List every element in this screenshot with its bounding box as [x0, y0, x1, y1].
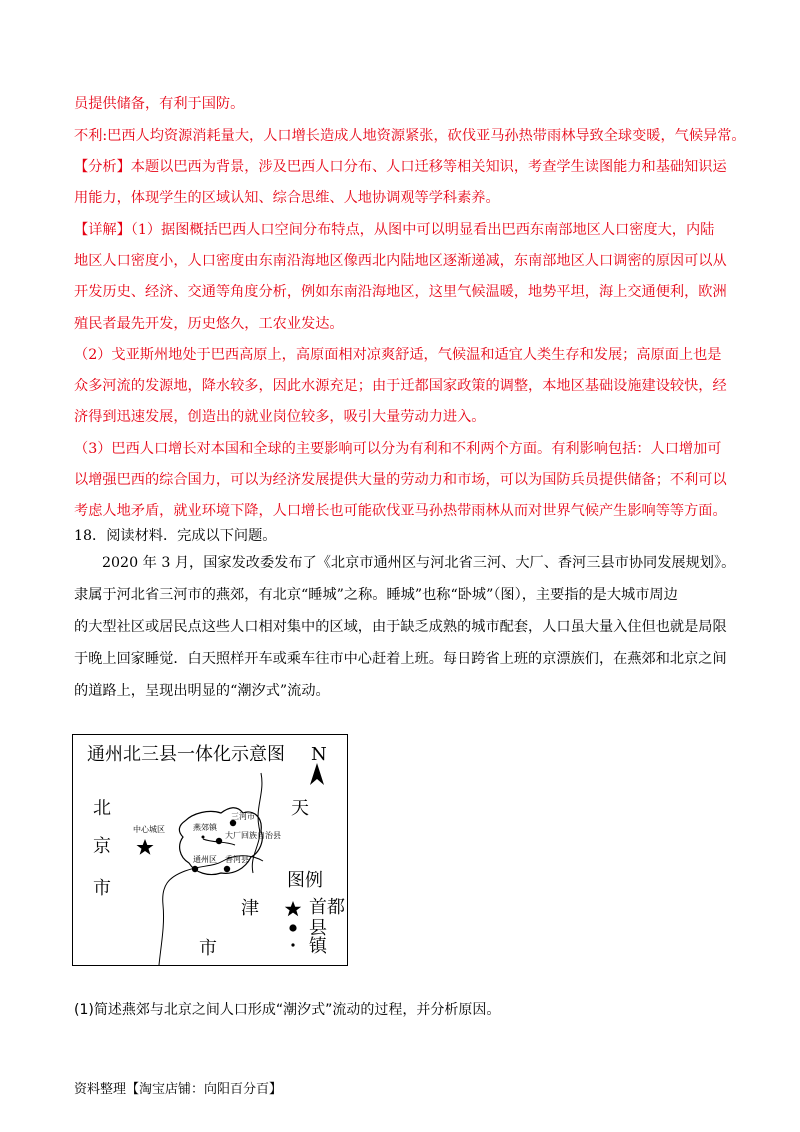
- analysis-line-2: 用能力，体现学生的区域认知、综合思维、人地协调观等学科素养。: [74, 190, 500, 206]
- tongzhou-label: 通州区: [193, 855, 217, 864]
- map-drawing: [73, 735, 347, 965]
- dachang-dot-icon: [216, 838, 222, 844]
- sanhe-label: 三河市: [231, 812, 255, 821]
- detail-2-line-2: 众多河流的发源地，降水较多，因此水源充足；由于迁都国家政策的调整，本地区基础设施建设较快，经: [74, 378, 727, 394]
- detail-line-4: 殖民者最先开发，历史悠久，工农业发达。: [74, 316, 344, 332]
- legend-title: 图例: [287, 870, 323, 891]
- answer-line-2: 不利:巴西人均资源消耗量大，人口增长造成人地资源紧张，砍伐亚马孙热带雨林导致全球变暖，气候异常。: [74, 128, 746, 144]
- north-arrow-icon: [310, 763, 324, 785]
- tianjin-label-1: 天: [291, 798, 309, 819]
- detail-line-3: 开发历史、经济、交通等角度分析，例如东南沿海地区，这里气候温暖，地势平坦，海上交通便利，欧洲: [74, 284, 727, 300]
- detail-line-1: 【详解】（1）据图概括巴西人口空间分布特点，从图中可以明显看出巴西东南部地区人口密度大，内陆: [74, 222, 715, 238]
- detail-3-line-2: 以增强巴西的综合国力，可以为经济发展提供大量的劳动力和市场，可以为国防兵员提供储备；不利可以: [74, 472, 727, 488]
- tianjin-label-2: 津: [241, 898, 259, 919]
- detail-3-line-3: 考虑人地矛盾，就业环境下降，人口增长也可能砍伐亚马孙热带雨林从而对世界气候产生影响等等方面。: [74, 503, 727, 519]
- question-1: (1)简述燕郊与北京之间人口形成“潮汐式”流动的过程，并分析原因。: [74, 1002, 501, 1018]
- map-title: 通州北三县一体化示意图: [87, 744, 285, 765]
- tongzhou-dot-icon: [192, 866, 198, 872]
- material-line-1: 2020 年 3 月，国家发改委发布了《北京市通州区与河北省三河、大厂、香河三县市协同发展规划》。: [102, 555, 736, 571]
- legend-town-label: 镇: [309, 936, 327, 957]
- map-figure: [72, 734, 348, 966]
- tianjin-label-3: 市: [199, 938, 217, 959]
- legend-town-icon: [291, 943, 294, 946]
- north-label: N: [311, 744, 327, 765]
- legend-star-icon: [285, 901, 301, 916]
- xianghe-label: 香河县: [225, 855, 249, 864]
- detail-line-2: 地区人口密度小，人口密度由东南沿海地区像西北内陆地区逐渐递减，东南部地区人口调密的原因可以从: [74, 253, 727, 269]
- material-line-4: 于晚上回家睡觉．白天照样开车或乘车往市中心赶着上班。每日跨省上班的京漂族们，在燕郊和北京之间: [74, 651, 727, 667]
- legend-capital-label: 首都: [309, 897, 345, 918]
- beijing-label-3: 市: [93, 878, 111, 899]
- beijing-label-1: 北: [93, 798, 111, 819]
- detail-3-line-1: （3）巴西人口增长对本国和全球的主要影响可以分为有利和不利两个方面。有利影响包括：人口增加可: [74, 441, 722, 457]
- page-footer: 资料整理【淘宝店铺：向阳百分百】: [74, 1082, 283, 1097]
- detail-2-line-3: 济得到迅速发展，创造出的就业岗位较多，吸引大量劳动力进入。: [74, 409, 486, 425]
- question-18-title: 18．阅读材料．完成以下问题。: [74, 528, 277, 544]
- material-line-3: 的大型社区或居民点这些人口相对集中的区域，由于缺乏成熟的城市配套，人口虽大量入住但也就是局限: [74, 619, 727, 635]
- material-line-5: 的道路上，呈现出明显的“潮汐式”流动。: [74, 683, 330, 699]
- yanjiao-dot-icon: [202, 836, 205, 839]
- legend-county-label: 县: [309, 918, 327, 939]
- dachang-label: 大厂回族自治县: [225, 831, 281, 840]
- answer-line-1: 员提供储备，有利于国防。: [74, 96, 245, 112]
- center-district-label: 中心城区: [133, 825, 165, 834]
- legend-county-icon: [289, 924, 296, 931]
- detail-2-line-1: （2）戈亚斯州地处于巴西高原上，高原面相对凉爽舒适，气候温和适宜人类生存和发展；高原面上也是: [74, 347, 722, 363]
- xianghe-dot-icon: [224, 866, 230, 872]
- capital-star-icon: [137, 839, 154, 855]
- analysis-line-1: 【分析】本题以巴西为背景，涉及巴西人口分布、人口迁移等相关知识，考查学生读图能力和基础知识运: [74, 159, 727, 175]
- material-line-2: 隶属于河北省三河市的燕郊，有北京“睡城”之称。睡城”也称“卧城”（图），主要指的是大城市周边: [74, 587, 678, 603]
- yanjiao-label: 燕郊镇: [193, 823, 217, 832]
- beijing-label-2: 京: [93, 836, 111, 857]
